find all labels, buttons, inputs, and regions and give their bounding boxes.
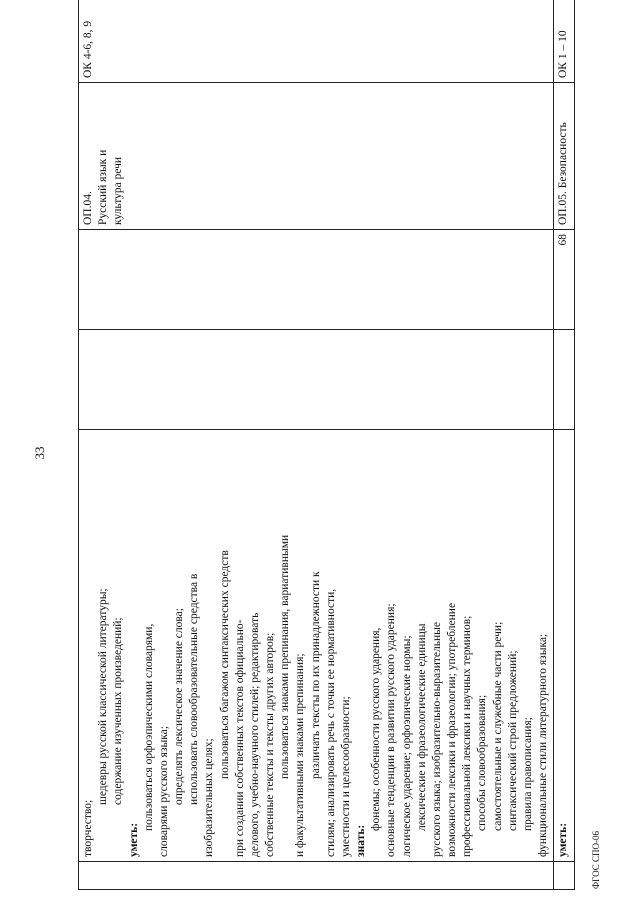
skills-line: способы словообразования; <box>476 694 489 831</box>
competencies-cell: ОК 1 – 10 <box>554 0 575 83</box>
skills-line: делового, учебно-научного стилей; редактировать <box>248 612 261 857</box>
skills-line: профессиональной лексики и научных терминов; <box>461 615 474 857</box>
skills-line: уметь: <box>127 822 140 857</box>
rotated-table-container <box>78 20 570 890</box>
skills-line: словарями русского языка; <box>157 726 170 857</box>
skills-line: уместности и целесообразности; <box>339 696 352 857</box>
skills-line: содержание изученных произведений; <box>112 617 125 805</box>
index-cell <box>554 862 575 890</box>
discipline-cell: ОП.05. Безопасность <box>554 83 575 230</box>
skills-line: функциональные стили литературного языка; <box>537 633 550 857</box>
index-cell <box>79 862 554 890</box>
skills-line: фонемы; особенности русского ударения, <box>370 627 383 831</box>
skills-line: и факультативными знаками препинания; <box>294 653 307 857</box>
skills-line: при создании собственных текстов официально- <box>233 619 246 857</box>
skills-line: определять лексическое значение слова; <box>173 608 186 805</box>
discipline-line: ОП.04. <box>82 191 94 225</box>
discipline-line: Русский язык и <box>97 149 110 225</box>
skills-line: русского языка; изобразительно-выразительные <box>430 622 443 857</box>
skills-line: лексические и фразеологические единицы <box>415 623 428 831</box>
skills-line: творчество; <box>82 799 94 857</box>
table-row <box>554 0 575 890</box>
skills-line: различать тексты по их принадлежности к <box>309 571 322 779</box>
skills-line: основные тенденции в развитии русского ударения; <box>385 603 398 857</box>
skills-line: пользоваться орфоэпическими словарями, <box>142 623 155 831</box>
skills-line: правила правописания; <box>521 717 534 831</box>
skills-line: пользоваться знаками препинания, вариативными <box>279 534 292 779</box>
landscape-page <box>78 20 570 890</box>
discipline-line: культура речи <box>112 156 125 225</box>
skills-line: знать: <box>355 824 368 857</box>
page-number: 33 <box>32 446 47 460</box>
skills-line: самостоятельные и служебные части речи; <box>491 621 504 831</box>
skills-line: возможности лексики и фразеологии; употребление <box>446 602 459 857</box>
table-row <box>79 0 554 890</box>
discipline-cell <box>79 83 554 230</box>
footer-code: ФГОС СПО-06 <box>591 831 601 889</box>
skills-line: изобразительных целях; <box>203 738 216 857</box>
skills-line: шедевры русской классической литературы; <box>97 588 110 805</box>
skills-line: логическое ударение; орфоэпические нормы; <box>400 635 413 857</box>
hours-cell: 68 <box>554 230 575 330</box>
skills-line: синтаксический строй предложений; <box>506 650 519 831</box>
skills-line: собственные тексты и тексты других авторов; <box>264 632 277 857</box>
competencies-cell: ОК 4-6, 8, 9 <box>79 0 554 83</box>
skills-cell <box>79 430 554 862</box>
empty-cell <box>554 330 575 430</box>
skills-line: пользоваться багажом синтаксических средств <box>218 550 231 779</box>
curriculum-table <box>78 0 575 890</box>
hours-cell <box>79 230 554 330</box>
skills-line: стилям; анализировать речь с точки ее нормативности, <box>324 588 337 857</box>
skills-line: использовать словообразовательные средства в <box>188 573 201 805</box>
skills-cell: уметь: <box>554 430 575 862</box>
empty-cell <box>79 330 554 430</box>
